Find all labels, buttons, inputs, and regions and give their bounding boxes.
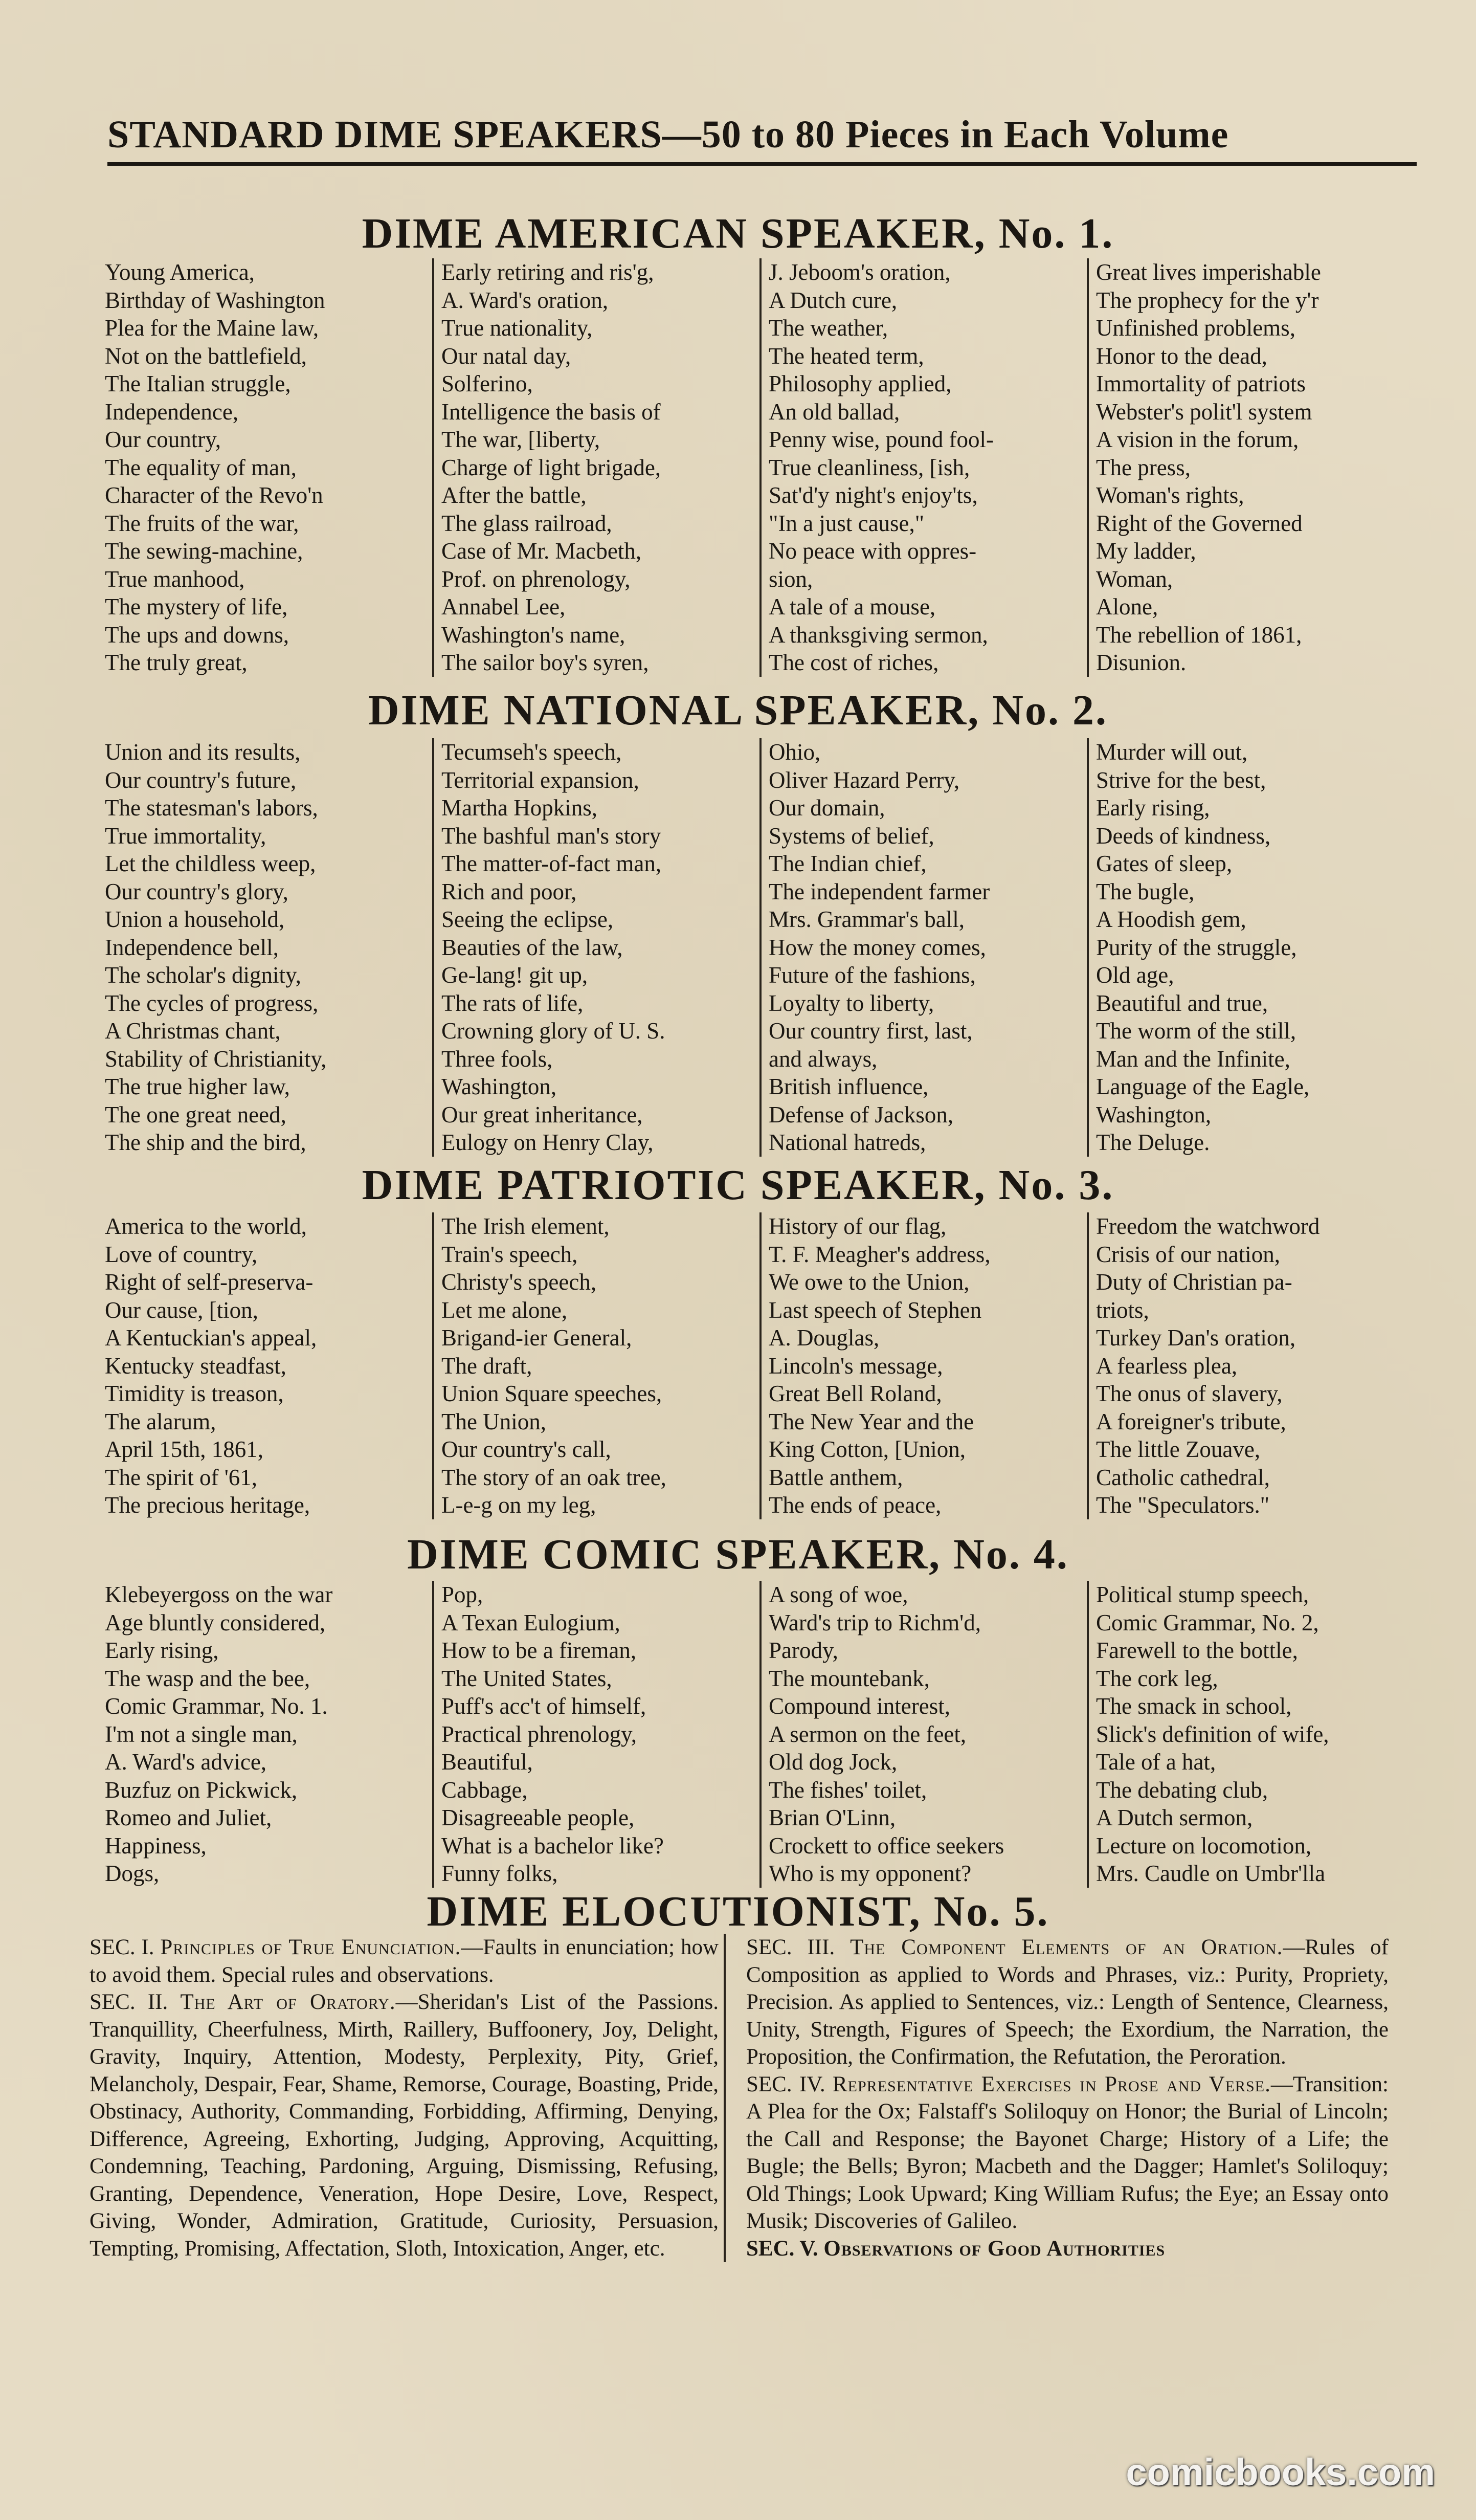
list-item: Penny wise, pound fool- [769,427,994,452]
list-item: My ladder, [1096,538,1196,564]
section-heading: Principles of True Enunciation. [160,1935,461,1959]
volume-2-contents [105,738,1391,1157]
list-item: The Union, [441,1408,546,1434]
list-item: Prof. on phrenology, [441,566,631,592]
list-item: Strive for the best, [1096,767,1266,793]
list-item: A tale of a mouse, [769,594,936,620]
list-item: Dogs, [105,1861,160,1886]
section-4 [746,2071,1389,2235]
list-item: Union Square speeches, [441,1381,662,1406]
list-item: Farewell to the bottle, [1096,1638,1298,1663]
watermark-logo: comicbooks.com [1126,2451,1435,2493]
list-item: Woman, [1096,566,1173,592]
list-item: Washington, [1096,1101,1212,1128]
list-item: A thanksgiving sermon, [769,622,988,648]
list-item: The onus of slavery, [1096,1381,1283,1406]
list-item: The mystery of life, [105,594,288,620]
list-item: Buzfuz on Pickwick, [105,1777,298,1803]
list-item: Seeing the eclipse, [441,907,614,932]
list-item: The spirit of '61, [105,1464,258,1490]
list-item: The weather, [769,315,888,341]
section-label: SEC. III. [746,1935,835,1959]
list-item: The Indian chief, [769,851,927,876]
volume-1-contents [105,258,1391,677]
list-item: Purity of the struggle, [1096,934,1297,960]
list-item: The heated term, [769,343,924,369]
list-item: The Irish element, [441,1213,610,1239]
volume-4-column-2 [432,1581,759,1888]
list-item: Brian O'Linn, [769,1805,896,1830]
list-item: No peace with oppres- [769,538,977,564]
list-item: Brigand-ier General, [441,1325,632,1351]
list-item: The Deluge. [1096,1130,1210,1155]
list-item: After the battle, [441,482,587,508]
volume-1-column-3 [759,258,1087,677]
list-item: Let the childless weep, [105,851,316,876]
list-item: Beauties of the law, [441,934,623,960]
list-item: The war, [liberty, [441,427,600,452]
list-item: The "Speculators." [1096,1492,1270,1518]
volume-2-column-4 [1087,738,1391,1157]
list-item: The press, [1096,454,1191,480]
list-item: Philosophy applied, [769,371,952,396]
list-item: Eulogy on Henry Clay, [441,1130,654,1155]
list-item: The prophecy for the y'r [1096,287,1319,313]
list-item: Right of the Governed [1096,510,1303,536]
volume-4-column-4 [1087,1581,1391,1888]
section-1 [90,1934,719,1988]
list-item: The ship and the bird, [105,1130,306,1155]
list-item: The cycles of progress, [105,990,319,1016]
list-item: The debating club, [1096,1777,1268,1803]
list-item: True nationality, [441,315,593,341]
volume-4-contents [105,1581,1391,1888]
list-item: Disunion. [1096,650,1187,675]
list-item: The mountebank, [769,1665,930,1691]
list-item: Case of Mr. Macbeth, [441,538,642,564]
list-item: Not on the battlefield, [105,343,307,369]
list-item: Freedom the watchword [1096,1213,1320,1239]
list-item: Right of self-preserva- [105,1269,314,1295]
list-item: A song of woe, [769,1582,908,1607]
list-item: Political stump speech, [1096,1582,1309,1607]
list-item: Old age, [1096,962,1174,988]
volume-2-column-1 [105,738,432,1157]
list-item: Our country first, last, [769,1018,973,1044]
section-label: SEC. I. [90,1935,154,1959]
list-item: Beautiful, [441,1749,533,1775]
list-item: Independence bell, [105,934,279,960]
section-heading: Observations of Good Authorities [823,2236,1166,2261]
list-item: A Texan Eulogium, [441,1609,620,1635]
list-item: Parody, [769,1638,838,1663]
list-item: A foreigner's tribute, [1096,1408,1286,1434]
list-item: Battle anthem, [769,1464,903,1490]
list-item: A. Ward's advice, [105,1749,267,1775]
volume-3-column-3 [759,1212,1087,1519]
list-item: T. F. Meagher's address, [769,1241,991,1267]
list-item: Washington's name, [441,622,625,648]
list-item: What is a bachelor like? [441,1832,664,1859]
volume-4-column-3 [759,1581,1087,1888]
list-item: Martha Hopkins, [441,795,597,821]
volume-2-column-2 [432,738,759,1157]
list-item: triots, [1096,1297,1149,1323]
list-item: Woman's rights, [1096,482,1244,508]
list-item: The cost of riches, [769,650,939,675]
list-item: Early rising, [105,1638,219,1663]
list-item: A fearless plea, [1096,1353,1238,1379]
list-item: Crisis of our nation, [1096,1241,1280,1267]
section-heading: Representative Exercises in Prose and Verse. [833,2072,1271,2096]
list-item: History of our flag, [769,1213,947,1239]
elocutionist-contents [90,1934,1389,2262]
list-item: Rich and poor, [441,878,577,904]
list-item: Early rising, [1096,795,1210,821]
list-item: Duty of Christian pa- [1096,1269,1292,1295]
list-item: Lecture on locomotion, [1096,1832,1312,1859]
list-item: The fishes' toilet, [769,1777,927,1803]
list-item: Future of the fashions, [769,962,976,988]
list-item: Man and the Infinite, [1096,1046,1290,1072]
list-item: Who is my opponent? [769,1861,972,1886]
list-item: Mrs. Caudle on Umbr'lla [1096,1861,1326,1886]
list-item: Our cause, [tion, [105,1297,258,1323]
list-item: How the money comes, [769,934,986,960]
list-item: The worm of the still, [1096,1018,1296,1044]
list-item: Puff's acc't of himself, [441,1693,646,1719]
volume-4-column-1 [105,1581,432,1888]
volume-title-4: DIME COMIC SPEAKER, No. 4. [407,1531,1069,1578]
list-item: Romeo and Juliet, [105,1805,272,1830]
list-item: Age bluntly considered, [105,1609,326,1635]
section-text: —Transition: A Plea for the Ox; Falstaff's Soliloquy on Honor; the Burial of Lincoln; the Call and Response; the Bayonet Charge; History of a Life; the Bugle; the Bells; Byron; Macbeth and the Dagger; Hamlet's Soliloquy; Old Things; Look Upward; King William Rufus; the Eye; an Essay onto Musik; Discoveries of Galileo. [746,2072,1389,2233]
list-item: Old dog Jock, [769,1749,898,1775]
list-item: Our country's call, [441,1436,611,1462]
list-item: I'm not a single man, [105,1721,298,1747]
list-item: Kentucky steadfast, [105,1353,286,1379]
list-item: Immortality of patriots [1096,371,1306,396]
list-item: A Christmas chant, [105,1018,281,1044]
volume-2-column-3 [759,738,1087,1157]
list-item: Murder will out, [1096,739,1248,765]
list-item: Our country's future, [105,767,297,793]
list-item: Crowning glory of U. S. [441,1018,665,1044]
list-item: Christy's speech, [441,1269,597,1295]
list-item: Crockett to office seekers [769,1832,1004,1859]
list-item: A Dutch cure, [769,287,898,313]
list-item: Honor to the dead, [1096,343,1267,369]
list-item: Annabel Lee, [441,594,566,620]
list-item: The sewing-machine, [105,538,303,564]
list-item: Plea for the Maine law, [105,315,319,341]
list-item: Webster's polit'l system [1096,399,1312,425]
list-item: The ends of peace, [769,1492,942,1518]
list-item: The bashful man's story [441,823,661,849]
list-item: Tecumseh's speech, [441,739,622,765]
list-item: Tale of a hat, [1096,1749,1216,1775]
volume-title-5: DIME ELOCUTIONIST, No. 5. [427,1888,1049,1935]
list-item: Ge-lang! git up, [441,962,588,988]
list-item: Cabbage, [441,1777,528,1803]
list-item: Let me alone, [441,1297,568,1323]
section-text: —Sheridan's List of the Passions. Tranquillity, Cheerfulness, Mirth, Raillery, Buffoonery, Joy, Delight, Gravity, Inquiry, Attention, Modesty, Perplexity, Pity, Grief, Melancholy, Despair, Fear, Shame, Remorse, Courage, Boasting, Pride, Obstinacy, Authority, Commanding, Forbidding, Affirming, Denying, Difference, Agreeing, Exhorting, Judging, Approving, Acquitting, Condemning, Teaching, Pardoning, Arguing, Dismissing, Refusing, Granting, Dependence, Veneration, Hope Desire, Love, Respect, Giving, Wonder, Admiration, Gratitude, Curiosity, Persuasion, Tempting, Promising, Affectation, Sloth, Intoxication, Anger, etc. [90,1990,719,2261]
section-label: SEC. II. [90,1990,168,2014]
list-item: Slick's definition of wife, [1096,1721,1329,1747]
list-item: The wasp and the bee, [105,1665,310,1691]
list-item: Love of country, [105,1241,258,1267]
list-item: An old ballad, [769,399,900,425]
list-item: True cleanliness, [ish, [769,454,970,480]
list-item: A vision in the forum, [1096,427,1299,452]
list-item: Train's speech, [441,1241,578,1267]
elocutionist-right-column [724,1934,1389,2262]
list-item: Beautiful and true, [1096,990,1268,1016]
list-item: Mrs. Grammar's ball, [769,907,965,932]
list-item: The sailor boy's syren, [441,650,649,675]
list-item: Early retiring and ris'g, [441,259,654,285]
list-item: Gates of sleep, [1096,851,1233,876]
list-item: A. Douglas, [769,1325,880,1351]
list-item: Language of the Eagle, [1096,1074,1310,1099]
list-item: British influence, [769,1074,929,1099]
list-item: Lincoln's message, [769,1353,943,1379]
list-item: Our natal day, [441,343,571,369]
list-item: The equality of man, [105,454,297,480]
list-item: The New Year and the [769,1408,974,1434]
volume-3-column-1 [105,1212,432,1519]
list-item: The alarum, [105,1408,216,1434]
list-item: Territorial expansion, [441,767,639,793]
list-item: Deeds of kindness, [1096,823,1271,849]
list-item: The precious heritage, [105,1492,310,1518]
list-item: April 15th, 1861, [105,1436,263,1462]
list-item: Charge of light brigade, [441,454,661,480]
section-2 [90,1988,719,2262]
list-item: Young America, [105,259,255,285]
section-heading: The Component Elements of an Oration. [850,1935,1283,1959]
list-item: The United States, [441,1665,612,1691]
volume-3-column-4 [1087,1212,1391,1519]
list-item: A sermon on the feet, [769,1721,967,1747]
list-item: Systems of belief, [769,823,934,849]
list-item: Our country, [105,427,221,452]
list-item: The story of an oak tree, [441,1464,666,1490]
list-item: Ohio, [769,739,821,765]
list-item: sion, [769,566,813,592]
list-item: Happiness, [105,1832,207,1859]
list-item: Birthday of Washington [105,287,325,313]
section-label: SEC. IV. [746,2072,825,2096]
list-item: Independence, [105,399,239,425]
list-item: Solferino, [441,371,533,396]
page-header: STANDARD DIME SPEAKERS—50 to 80 Pieces in Each Volume [107,113,1417,166]
list-item: A Dutch sermon, [1096,1805,1253,1830]
section-text: —Faults in enunciation; how to avoid them. Special rules and observations. [90,1935,719,1987]
list-item: True immortality, [105,823,266,849]
volume-title-3: DIME PATRIOTIC SPEAKER, No. 3. [362,1161,1114,1209]
list-item: How to be a fireman, [441,1638,637,1663]
list-item: Stability of Christianity, [105,1046,327,1072]
list-item: "In a just cause," [769,510,925,536]
list-item: The true higher law, [105,1074,290,1099]
list-item: Loyalty to liberty, [769,990,934,1016]
volume-title-2: DIME NATIONAL SPEAKER, No. 2. [368,687,1108,734]
list-item: A Kentuckian's appeal, [105,1325,317,1351]
list-item: Comic Grammar, No. 2, [1096,1609,1319,1635]
list-item: Last speech of Stephen [769,1297,982,1323]
list-item: Comic Grammar, No. 1. [105,1693,328,1719]
list-item: The statesman's labors, [105,795,318,821]
list-item: The bugle, [1096,878,1195,904]
volume-1-column-2 [432,258,759,677]
list-item: The matter-of-fact man, [441,851,662,876]
list-item: Timidity is treason, [105,1381,284,1406]
list-item: The Italian struggle, [105,371,291,396]
volume-3-contents [105,1212,1391,1519]
section-3 [746,1934,1389,2071]
list-item: Alone, [1096,594,1158,620]
list-item: National hatreds, [769,1130,926,1155]
list-item: The smack in school, [1096,1693,1292,1719]
list-item: Turkey Dan's oration, [1096,1325,1296,1351]
list-item: Intelligence the basis of [441,399,661,425]
section-heading: The Art of Oratory. [180,1990,396,2014]
list-item: Sat'd'y night's enjoy'ts, [769,482,978,508]
list-item: Defense of Jackson, [769,1101,954,1128]
list-item: Ward's trip to Richm'd, [769,1609,981,1635]
list-item: Compound interest, [769,1693,950,1719]
list-item: True manhood, [105,566,245,592]
list-item: The fruits of the war, [105,510,299,536]
list-item: The truly great, [105,650,248,675]
list-item: Our great inheritance, [441,1101,643,1128]
list-item: Catholic cathedral, [1096,1464,1270,1490]
list-item: The cork leg, [1096,1665,1218,1691]
list-item: J. Jeboom's oration, [769,259,951,285]
list-item: America to the world, [105,1213,307,1239]
list-item: Our domain, [769,795,885,821]
list-item: Pop, [441,1582,483,1607]
list-item: Union a household, [105,907,285,932]
list-item: Klebeyergoss on the war [105,1582,333,1607]
list-item: The draft, [441,1353,532,1379]
list-item: Practical phrenology, [441,1721,637,1747]
section-5 [746,2235,1389,2263]
list-item: Character of the Revo'n [105,482,323,508]
list-item: and always, [769,1046,878,1072]
section-label: SEC. V. [746,2236,818,2261]
list-item: A. Ward's oration, [441,287,609,313]
list-item: Oliver Hazard Perry, [769,767,960,793]
elocutionist-left-column [90,1934,719,2262]
list-item: King Cotton, [Union, [769,1436,966,1462]
volume-title-1: DIME AMERICAN SPEAKER, No. 1. [362,210,1114,257]
list-item: The rebellion of 1861, [1096,622,1302,648]
volume-1-column-1 [105,258,432,677]
list-item: L-e-g on my leg, [441,1492,596,1518]
section-text: —Rules of Composition as applied to Words and Phrases, viz.: Purity, Propriety, Precision. As applied to Sentences, viz.: Length of Sentence, Clearness, Unity, Strength, Figures of Speech; the Exordium, the Narration, the Proposition, the Confirmation, the Refutation, the Peroration. [746,1935,1389,2069]
list-item: Washington, [441,1074,557,1099]
list-item: Disagreeable people, [441,1805,635,1830]
list-item: The little Zouave, [1096,1436,1261,1462]
volume-1-column-4 [1087,258,1391,677]
list-item: A Hoodish gem, [1096,907,1246,932]
volume-3-column-2 [432,1212,759,1519]
list-item: The glass railroad, [441,510,612,536]
list-item: Union and its results, [105,739,301,765]
list-item: Great lives imperishable [1096,259,1321,285]
list-item: Unfinished problems, [1096,315,1295,341]
list-item: The independent farmer [769,878,990,904]
list-item: Funny folks, [441,1861,558,1886]
list-item: The one great need, [105,1101,286,1128]
list-item: The rats of life, [441,990,584,1016]
list-item: Three fools, [441,1046,553,1072]
list-item: The ups and downs, [105,622,289,648]
list-item: Great Bell Roland, [769,1381,942,1406]
list-item: Our country's glory, [105,878,288,904]
list-item: We owe to the Union, [769,1269,970,1295]
list-item: The scholar's dignity, [105,962,301,988]
